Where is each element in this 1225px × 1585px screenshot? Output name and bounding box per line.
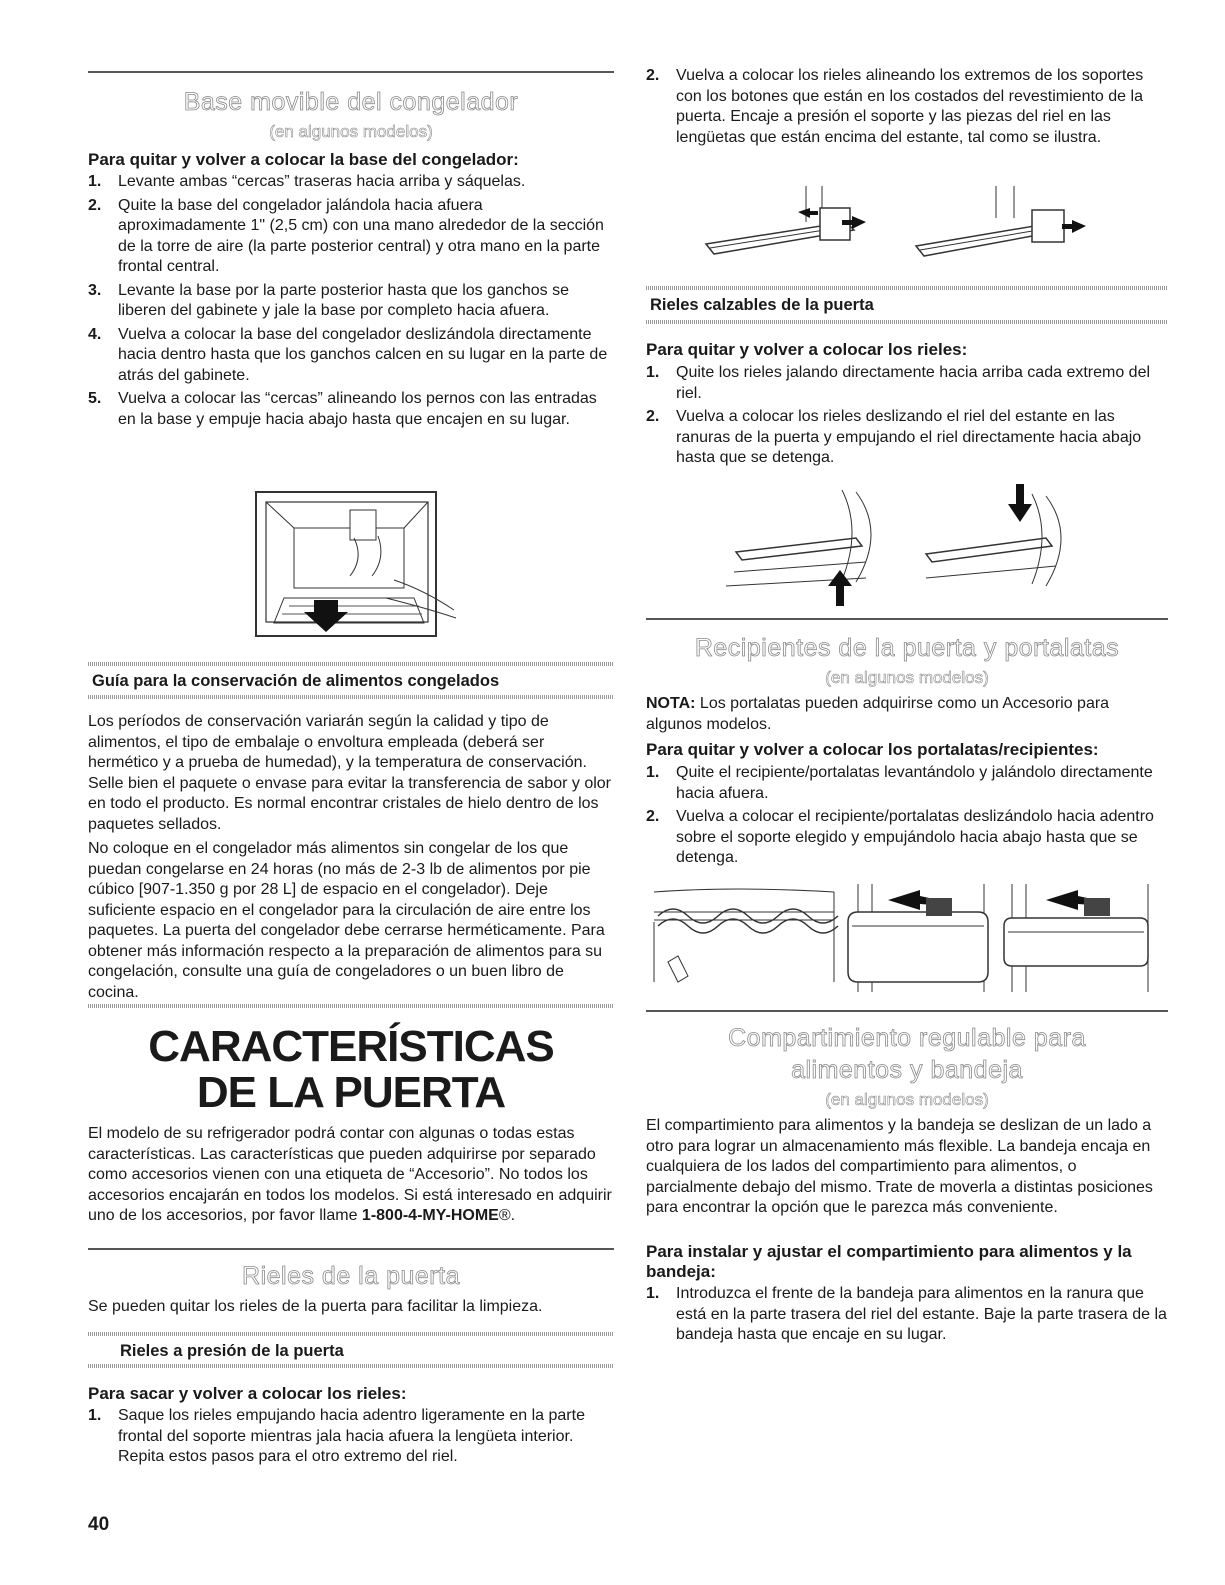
bins-heading: Para quitar y volver a colocar los portalatas/recipientes:	[646, 740, 1099, 759]
compartment-title-2: alimentos y bandeja	[791, 1056, 1023, 1084]
list-item: 1. Quite el recipiente/portalatas levantándolo y jalándolo directamente hacia afuera.	[646, 764, 1153, 802]
page-number: 40	[88, 1514, 110, 1535]
compartment-subtitle: (en algunos modelos)	[825, 1090, 989, 1109]
frozen-guide-paragraph-1: Los períodos de conservación variarán según la calidad y tipo de alimentos, el tipo de embalaje o envoltura empleada (deberá ser hermético y a prueba de humedad), y la temperatura de conservación. Selle bien el paquete o envase para evitar la transferencia de sabor y olor en todo el producto. Es normal encontrar cristales de hielo dentro de los paquetes sellados.	[88, 713, 611, 833]
section-rule	[646, 618, 1168, 620]
frozen-guide-heading: Guía para la conservación de alimentos congelados	[92, 672, 500, 690]
divider	[88, 1004, 614, 1008]
list-item: 5. Vuelva a colocar las “cercas” alineando los pernos con las entradas en la base y empuje hacia abajo hasta que encajen en su lugar.	[88, 390, 597, 428]
wedge-rails-heading: Rieles calzables de la puerta	[650, 296, 874, 314]
bins-subtitle: (en algunos modelos)	[825, 668, 989, 687]
list-item: 2. Quite la base del congelador jalándola hacia afuera aproximadamente 1" (2,5 cm) con una mano alrededor de la sección de la torre de aire (la parte posterior central) y otra mano en la parte frontal central.	[88, 196, 604, 275]
note-label: NOTA:	[646, 695, 696, 712]
divider	[646, 286, 1168, 290]
compartment-title-1: Compartimiento regulable para	[728, 1024, 1086, 1052]
divider	[646, 320, 1168, 324]
wedge-rails-subheading: Para quitar y volver a colocar los rieles:	[646, 340, 968, 359]
divider	[88, 1332, 614, 1336]
list-item: 1. Levante ambas “cercas” traseras hacia arriba y sáquelas.	[88, 173, 526, 190]
list-item: 2. Vuelva a colocar el recipiente/portalatas deslizándolo hacia adentro sobre el soporte elegido y empujándolo hacia abajo hasta que se detenga.	[646, 808, 1154, 866]
door-rails-title: Rieles de la puerta	[242, 1262, 460, 1290]
list-item: 4. Vuelva a colocar la base del congelador deslizándola directamente hacia dentro hasta que los ganchos calcen en su lugar en la parte de atrás del gabinete.	[88, 325, 608, 384]
section-rule	[646, 1010, 1168, 1012]
bins-note: NOTA: Los portalatas pueden adquirirse como un Accesorio para algunos modelos.	[646, 695, 1110, 733]
rails-cont-steps	[646, 66, 1168, 151]
remove-rails-heading: Para sacar y volver a colocar los rieles:	[88, 1384, 407, 1403]
bins-title: Recipientes de la puerta y portalatas	[694, 634, 1120, 662]
divider	[88, 662, 614, 666]
freezer-base-heading: Para quitar y volver a colocar la base del congelador:	[88, 150, 519, 169]
list-item: 2. Vuelva a colocar los rieles alineando los extremos de los soportes con los botones que están en los costados del revestimiento de la puerta. Encaje a presión el soporte y las piezas del riel en las lengüetas que están encima del estante, tal como se ilustra.	[646, 67, 1144, 146]
frozen-guide-paragraph-2: No coloque en el congelador más alimentos sin congelar de los que puedan congelarse en 24 horas (no más de 2-3 lb de alimentos por pie cúbico [907-1.350 g por 28 L] de espacio en el congelador). Deje suficiente espacio en el congelador para la circulación de aire entre los paquetes. La puerta del congelador debe cerrarse herméticamente. Para obtener más información respecto a la preparación de alimentos para su congelación, consulte una guía de congeladores o un buen libro de cocina.	[88, 840, 605, 1001]
divider	[88, 695, 614, 699]
section-rule	[88, 1248, 614, 1250]
wedge-rails-steps	[646, 363, 1168, 472]
divider	[88, 1364, 614, 1368]
snap-rails-heading: Rieles a presión de la puerta	[120, 1342, 344, 1360]
freezer-base-subtitle: (en algunos modelos)	[269, 122, 433, 141]
freezer-base-title: Base movible del congelador	[183, 88, 519, 116]
wedge-rails-illustration	[716, 482, 1116, 606]
snap-rails-illustration	[696, 182, 1116, 272]
list-item: 1. Quite los rieles jalando directamente hacia arriba cada extremo del riel.	[646, 364, 1151, 402]
bins-steps	[646, 763, 1168, 872]
phone-number: 1-800-4-MY-HOME	[361, 1207, 499, 1224]
compartment-steps	[646, 1284, 1168, 1349]
list-item: 3. Levante la base por la parte posterior hasta que los ganchos se liberen del gabinete y jale la base por completo hacia afuera.	[88, 281, 569, 319]
door-features-title-2: DE LA PUERTA	[196, 1068, 506, 1117]
freezer-base-steps	[88, 172, 614, 433]
list-item: 2. Vuelva a colocar los rieles deslizando el riel del estante en las ranuras de la puerta y empujando el riel directamente hacia abajo hasta que se detenga.	[646, 408, 1142, 466]
door-features-paragraph: El modelo de su refrigerador podrá contar con algunas o todas estas características. Las características que pueden adquirirse por separado como accesorios vienen con una etiqueta de “Accesorio”. No todos los accesorios encajarán en todos los modelos. Si está interesado en adquirir uno de los accesorios, por favor llame 1-800-4-MY-HOME®.	[88, 1125, 612, 1224]
door-features-title-1: CARACTERÍSTICAS	[148, 1022, 554, 1071]
bins-illustration	[648, 882, 1158, 994]
remove-rails-steps	[88, 1406, 614, 1471]
door-rails-paragraph: Se pueden quitar los rieles de la puerta para facilitar la limpieza.	[88, 1298, 543, 1315]
compartment-heading: Para instalar y ajustar el compartimiento para alimentos y la bandeja:	[646, 1242, 1132, 1281]
freezer-base-illustration	[254, 488, 466, 638]
list-item: 1. Saque los rieles empujando hacia adentro ligeramente en la parte frontal del soporte mientras jala hacia afuera la lengüeta interior. Repita estos pasos para el otro extremo del riel.	[88, 1407, 585, 1465]
section-rule	[88, 71, 614, 73]
list-item: 1. Introduzca el frente de la bandeja para alimentos en la ranura que está en la parte trasera del riel del estante. Baje la parte trasera de la bandeja hasta que encaje en su lugar.	[646, 1285, 1167, 1343]
compartment-paragraph: El compartimiento para alimentos y la bandeja se deslizan de un lado a otro para lograr un almacenamiento más flexible. La bandeja encaja en cualquiera de los lados del compartimiento para alimentos, o parcialmente debajo del mismo. Trate de moverla a distintas posiciones para encontrar la opción que le parezca más conveniente.	[646, 1117, 1153, 1216]
